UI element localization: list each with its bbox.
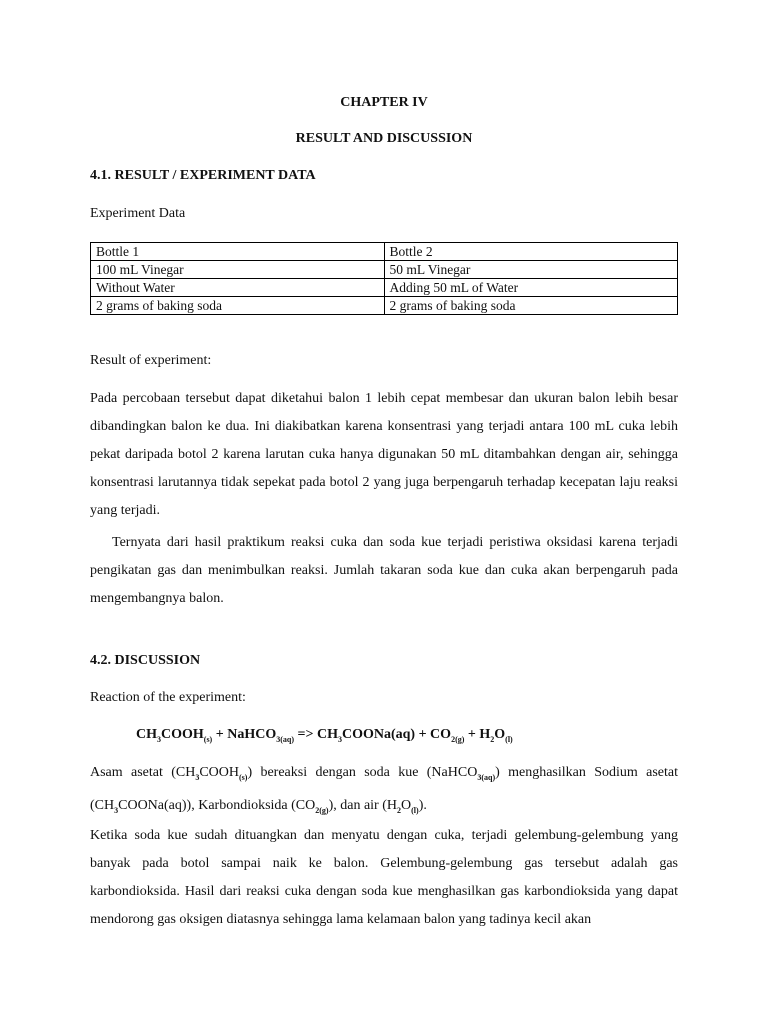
para-subscript: (l)	[411, 805, 419, 815]
eq-subscript: 2	[490, 734, 495, 744]
acetic-acid-line-2	[90, 792, 678, 825]
eq-subscript: 3	[157, 734, 161, 744]
para-subscript: 3(aq)	[477, 772, 496, 782]
para-text: ) bereaksi dengan soda kue (NaHCO	[247, 765, 478, 780]
section-heading-discussion: 4.2. DISCUSSION	[90, 653, 201, 668]
table-cell: 100 mL Vinegar	[91, 261, 385, 279]
acetic-acid-line-1	[90, 759, 678, 792]
reaction-label: Reaction of the experiment:	[90, 690, 246, 705]
reaction-equation	[136, 727, 513, 744]
eq-text: + H	[464, 727, 491, 742]
chapter-number: CHAPTER IV	[340, 95, 428, 110]
eq-text: + NaHCO	[212, 727, 277, 742]
section-heading-result: 4.1. RESULT / EXPERIMENT DATA	[90, 168, 316, 183]
table-cell: 2 grams of baking soda	[91, 297, 385, 315]
table-row	[91, 279, 678, 297]
table-row	[91, 297, 678, 315]
para-subscript: 2(g)	[315, 805, 329, 815]
para-text: ).	[418, 797, 427, 813]
baking-soda-paragraph: Ketika soda kue sudah dituangkan dan menyatu dengan cuka, terjadi gelembung-gelembung yang banyak pada botol sampai naik ke balon. Gelembung-gelembung gas tersebut adalah gas karbondioksida. Hasil dari reaksi cuka dengan soda kue menghasilkan gas karbondioksida yang dapat mendorong gas oksigen diatasnya sehingga lama kelamaan balon yang tadinya kecil akan	[90, 828, 678, 927]
table-caption: Experiment Data	[90, 206, 186, 221]
para-text: O	[401, 797, 412, 813]
eq-subscript: (l)	[505, 734, 513, 744]
oxidation-paragraph: Ternyata dari hasil praktikum reaksi cuka dan soda kue terjadi peristiwa oksidasi karena terjadi pengikatan gas dan menimbulkan reaksi. Jumlah takaran soda kue dan cuka akan berpengaruh pada mengembangnya balon.	[90, 535, 678, 606]
eq-text: COOH	[161, 727, 204, 742]
experiment-data-table	[90, 242, 678, 315]
para-text: Asam asetat (CH	[90, 765, 196, 780]
eq-subscript: 2(g)	[451, 734, 465, 744]
para-text: ) menghasilkan Sodium asetat	[495, 765, 678, 780]
eq-text: O	[494, 727, 506, 742]
eq-text: CH	[136, 727, 157, 742]
chapter-title: RESULT AND DISCUSSION	[295, 131, 473, 146]
table-row	[91, 243, 678, 261]
table-row	[91, 261, 678, 279]
para-subscript: 2	[397, 805, 401, 815]
eq-subscript: 3	[337, 734, 342, 744]
eq-subscript: (s)	[203, 734, 213, 744]
para-text: ), dan air (H	[328, 797, 397, 813]
table-cell: Bottle 2	[384, 243, 678, 261]
para-text: (CH	[90, 797, 115, 813]
result-label: Result of experiment:	[90, 353, 212, 368]
eq-text: COONa(aq) + CO	[341, 727, 452, 742]
acetic-acid-paragraph	[90, 759, 678, 825]
table-cell: 2 grams of baking soda	[384, 297, 678, 315]
eq-text: => CH	[294, 727, 338, 742]
para-text: COOH	[199, 765, 239, 780]
table-cell: Bottle 1	[91, 243, 385, 261]
result-paragraph: Pada percobaan tersebut dapat diketahui balon 1 lebih cepat membesar dan ukuran balon lebih besar dibandingkan balon ke dua. Ini diakibatkan karena konsentrasi yang terjadi antara 100 mL cuka lebih pekat daripada botol 2 karena larutan cuka hanya digunakan 50 mL ditambahkan dengan air, sehingga konsentrasi larutannya tidak sepekat pada botol 2 yang juga berpengaruh terhadap kecepatan laju reaksi yang terjadi.	[90, 391, 678, 518]
table-cell: 50 mL Vinegar	[384, 261, 678, 279]
para-text: COONa(aq)), Karbondioksida (CO	[118, 797, 316, 813]
table-cell: Without Water	[91, 279, 385, 297]
eq-subscript: 3(aq)	[276, 734, 294, 744]
para-subscript: (s)	[239, 772, 248, 782]
para-subscript: 3	[195, 772, 200, 782]
para-subscript: 3	[114, 805, 119, 815]
table-cell: Adding 50 mL of Water	[384, 279, 678, 297]
